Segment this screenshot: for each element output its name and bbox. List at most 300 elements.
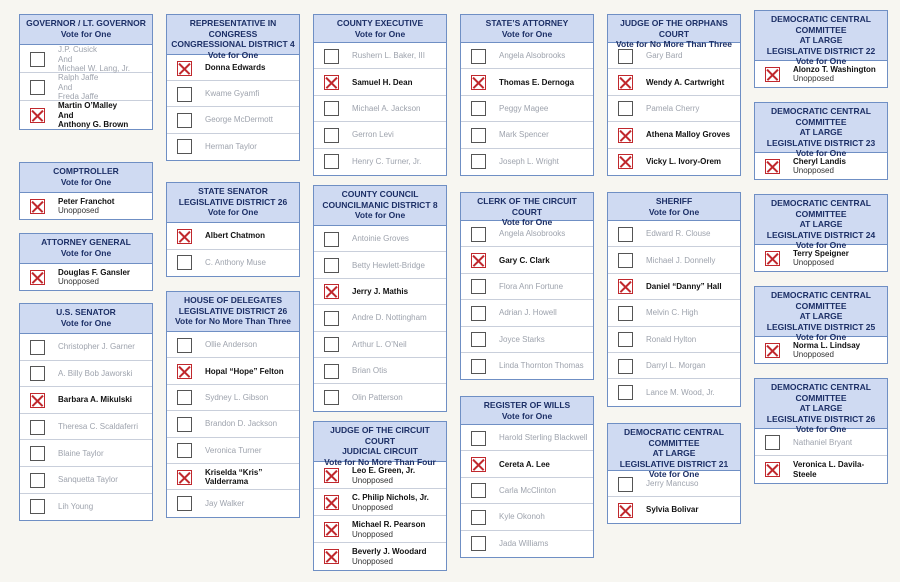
vote-checkbox[interactable] (471, 49, 486, 64)
race-title: REGISTER OF WILLS (483, 400, 571, 410)
candidate-name (58, 502, 148, 512)
candidate-name (352, 261, 442, 271)
candidate-name (646, 157, 736, 167)
candidate-row[interactable] (461, 504, 593, 530)
candidate-name (352, 157, 442, 167)
race-box (607, 14, 741, 176)
vote-checkbox[interactable] (30, 80, 45, 95)
marked-checkbox[interactable] (324, 495, 339, 510)
vote-checkbox[interactable] (324, 128, 339, 143)
race-instruction: Vote for One (354, 210, 406, 220)
race-instruction: Vote for One (501, 217, 553, 227)
race-instruction: Vote for One (207, 49, 259, 60)
marked-checkbox[interactable] (618, 154, 633, 169)
unopposed-note: Unopposed (352, 556, 393, 566)
candidate-name-text: Joseph L. Wright (499, 156, 559, 166)
candidate-row[interactable] (20, 45, 152, 73)
race-title: DEMOCRATIC CENTRAL COMMITTEE AT LARGE LEGISLATIVE DISTRICT 23 (766, 106, 876, 148)
vote-checkbox[interactable] (324, 390, 339, 405)
candidate-name-text: Carla McClinton (499, 485, 556, 495)
vote-checkbox[interactable] (324, 311, 339, 326)
candidate-name (205, 340, 295, 350)
unopposed-note: Unopposed (793, 74, 834, 83)
candidate-row[interactable] (608, 96, 740, 122)
candidate-name-text: Henry C. Turner, Jr. (352, 156, 422, 166)
vote-checkbox[interactable] (177, 113, 192, 128)
candidate-row[interactable] (461, 425, 593, 451)
candidate-row[interactable] (314, 252, 446, 278)
candidate-name (205, 63, 295, 73)
vote-checkbox[interactable] (324, 49, 339, 64)
vote-checkbox[interactable] (618, 385, 633, 400)
race-title: HOUSE OF DELEGATES LEGISLATIVE DISTRICT 26 (178, 295, 288, 316)
candidate-name-text: Blaine Taylor (58, 448, 104, 458)
candidate-row[interactable] (755, 456, 887, 483)
vote-checkbox[interactable] (471, 279, 486, 294)
candidate-name (205, 393, 295, 403)
marked-checkbox[interactable] (618, 503, 633, 518)
candidate-name (205, 142, 295, 152)
candidate-row[interactable] (20, 414, 152, 441)
candidate-name (205, 468, 295, 487)
candidate-name (499, 308, 589, 318)
vote-checkbox[interactable] (471, 536, 486, 551)
candidate-row[interactable] (461, 122, 593, 148)
vote-checkbox[interactable] (324, 101, 339, 116)
race-header (461, 397, 593, 425)
vote-checkbox[interactable] (618, 49, 633, 64)
vote-checkbox[interactable] (618, 101, 633, 116)
candidate-row[interactable] (167, 223, 299, 250)
candidate-name-text: Mark Spencer (499, 130, 549, 140)
vote-checkbox[interactable] (177, 417, 192, 432)
candidate-row[interactable] (314, 279, 446, 305)
candidate-row[interactable] (167, 438, 299, 464)
vote-checkbox[interactable] (177, 139, 192, 154)
candidate-name-text: Andre D. Nottingham (352, 313, 427, 323)
vote-checkbox[interactable] (618, 306, 633, 321)
candidate-row[interactable] (20, 440, 152, 467)
candidate-name-text: J.P. Cusick And Michael W. Lang, Jr. (58, 45, 131, 73)
candidate-name-text: Melvin C. High (646, 308, 699, 318)
vote-checkbox[interactable] (324, 154, 339, 169)
candidate-row[interactable] (167, 464, 299, 490)
marked-checkbox[interactable] (765, 251, 780, 266)
vote-checkbox[interactable] (471, 359, 486, 374)
candidate-name-text: Leo E. Green, Jr. (352, 466, 416, 475)
unopposed-note: Unopposed (352, 502, 393, 512)
candidate-name (58, 395, 148, 405)
candidate-name (352, 366, 442, 376)
candidate-name-text: Jerry J. Mathis (352, 286, 409, 296)
marked-checkbox[interactable] (471, 75, 486, 90)
candidate-row[interactable] (461, 300, 593, 326)
candidate-name-text: Wendy A. Cartwright (646, 77, 725, 87)
vote-checkbox[interactable] (471, 101, 486, 116)
candidate-row[interactable] (314, 332, 446, 358)
race-instruction: Vote for One (795, 240, 847, 250)
candidate-name (352, 104, 442, 114)
race-header (167, 15, 299, 60)
candidate-row[interactable] (755, 429, 887, 456)
candidate-name-text: Beverly J. Woodard (352, 547, 427, 556)
race-instruction: Vote for One (501, 410, 553, 421)
candidate-row[interactable] (314, 149, 446, 175)
vote-checkbox[interactable] (30, 499, 45, 514)
race-instruction: Vote for One (60, 317, 112, 328)
candidate-name-text: Kyle Okonoh (499, 512, 545, 522)
candidate-row[interactable] (608, 497, 740, 523)
candidate-name-text: Linda Thornton Thomas (499, 361, 584, 371)
vote-checkbox[interactable] (324, 232, 339, 247)
candidate-name (646, 256, 736, 266)
candidate-name (499, 335, 589, 345)
candidate-row[interactable] (20, 494, 152, 521)
candidate-name (499, 229, 589, 239)
candidate-name-text: Athena Malloy Groves (646, 130, 731, 140)
candidate-name (646, 308, 736, 318)
candidate-row[interactable] (167, 134, 299, 160)
marked-checkbox[interactable] (324, 75, 339, 90)
vote-checkbox[interactable] (30, 340, 45, 355)
candidate-row[interactable] (608, 327, 740, 353)
unopposed-note: Unopposed (793, 166, 834, 175)
candidate-name-text: Darryl L. Morgan (646, 361, 706, 371)
candidate-row[interactable] (314, 489, 446, 516)
candidate-name-text: George McDermott (205, 115, 274, 125)
candidate-row[interactable] (314, 543, 446, 570)
candidate-name (646, 51, 736, 61)
race-title: ATTORNEY GENERAL (41, 237, 131, 247)
candidate-row[interactable] (167, 411, 299, 437)
vote-checkbox[interactable] (618, 253, 633, 268)
candidate-name-text: Pamela Cherry (646, 103, 700, 113)
unopposed-note: Unopposed (793, 350, 834, 359)
candidate-name-text: Terry Speigner (793, 248, 849, 258)
candidate-row[interactable] (20, 73, 152, 101)
race-instruction: Vote for No More Than Three (174, 316, 292, 326)
candidate-name-text: Daniel “Danny” Hall (646, 281, 722, 291)
race-instruction: Vote for No More Than Four (324, 456, 436, 467)
candidate-name (646, 335, 736, 345)
candidate-row[interactable] (608, 353, 740, 379)
candidate-row[interactable] (608, 471, 740, 497)
candidate-name-text: Theresa C. Scaldaferri (58, 422, 139, 432)
marked-checkbox[interactable] (30, 393, 45, 408)
race-box (754, 378, 888, 484)
vote-checkbox[interactable] (324, 258, 339, 273)
candidate-name-text: Lih Young (58, 501, 94, 511)
candidate-row[interactable] (608, 274, 740, 300)
candidate-row[interactable] (461, 451, 593, 477)
race-header (608, 424, 740, 479)
candidate-row[interactable] (20, 264, 152, 290)
candidate-row[interactable] (608, 221, 740, 247)
candidate-name-text: C. Philip Nichols, Jr. (352, 493, 429, 502)
candidate-name-text: Ollie Anderson (205, 340, 258, 350)
race-header (20, 15, 152, 45)
candidate-name (499, 433, 589, 443)
vote-checkbox[interactable] (177, 338, 192, 353)
candidate-name-text: Vicky L. Ivory-Orem (646, 156, 721, 166)
candidate-row[interactable] (167, 250, 299, 277)
candidate-row[interactable] (461, 353, 593, 379)
vote-checkbox[interactable] (324, 364, 339, 379)
marked-checkbox[interactable] (471, 253, 486, 268)
candidate-name-text: Flora Ann Fortune (499, 281, 564, 291)
candidate-row[interactable] (608, 300, 740, 326)
candidate-name-text: Barbara A. Mikulski (58, 395, 132, 405)
race-instruction: Vote for One (795, 332, 847, 342)
vote-checkbox[interactable] (471, 128, 486, 143)
marked-checkbox[interactable] (765, 343, 780, 358)
candidate-row[interactable] (20, 467, 152, 494)
candidate-row[interactable] (461, 96, 593, 122)
unopposed-note: Unopposed (58, 277, 99, 286)
vote-checkbox[interactable] (765, 435, 780, 450)
candidate-row[interactable] (608, 43, 740, 69)
marked-checkbox[interactable] (765, 462, 780, 477)
candidate-name (205, 419, 295, 429)
candidate-name-text: Betty Hewlett-Bridge (352, 260, 425, 270)
candidate-row[interactable] (461, 274, 593, 300)
vote-checkbox[interactable] (177, 496, 192, 511)
race-instruction: Vote for One (60, 28, 112, 39)
marked-checkbox[interactable] (765, 67, 780, 82)
vote-checkbox[interactable] (471, 510, 486, 525)
race-header (608, 193, 740, 221)
marked-checkbox[interactable] (30, 199, 45, 214)
candidate-row[interactable] (167, 358, 299, 384)
race-instruction: Vote for One (60, 176, 112, 187)
race-instruction: Vote for One (501, 28, 553, 39)
candidate-name-text: Martin O’Malley And Anthony G. Brown (58, 101, 129, 129)
race-header (755, 379, 887, 434)
candidate-row[interactable] (167, 55, 299, 81)
candidate-name-text: Douglas F. Gansler (58, 267, 131, 277)
candidate-name (499, 282, 589, 292)
candidate-name-text: Veronica Turner (205, 445, 262, 455)
vote-checkbox[interactable] (618, 332, 633, 347)
candidate-name-text: Sanquetta Taylor (58, 475, 118, 485)
vote-checkbox[interactable] (618, 227, 633, 242)
candidate-row[interactable] (461, 247, 593, 273)
vote-checkbox[interactable] (471, 306, 486, 321)
race-box (754, 286, 888, 364)
marked-checkbox[interactable] (177, 229, 192, 244)
vote-checkbox[interactable] (471, 483, 486, 498)
race-instruction: Vote for One (207, 207, 259, 217)
race-header (755, 195, 887, 250)
candidate-name (646, 229, 736, 239)
candidate-row[interactable] (608, 122, 740, 148)
candidate-name-text: Harold Sterling Blackwell (499, 433, 588, 443)
vote-checkbox[interactable] (177, 443, 192, 458)
race-box (754, 194, 888, 272)
candidate-name-text: Peter Franchot (58, 196, 115, 206)
unopposed-note: Unopposed (352, 475, 393, 485)
race-box (19, 14, 153, 130)
candidate-row[interactable] (608, 247, 740, 273)
marked-checkbox[interactable] (471, 457, 486, 472)
race-title: GOVERNOR / LT. GOVERNOR (26, 18, 146, 28)
vote-checkbox[interactable] (471, 227, 486, 242)
race-instruction: Vote for No More Than Three (615, 39, 733, 49)
candidate-row[interactable] (20, 361, 152, 388)
candidate-row[interactable] (314, 462, 446, 489)
marked-checkbox[interactable] (618, 128, 633, 143)
candidate-row[interactable] (461, 149, 593, 175)
race-instruction: Vote for One (795, 56, 847, 66)
vote-checkbox[interactable] (471, 332, 486, 347)
vote-checkbox[interactable] (471, 431, 486, 446)
marked-checkbox[interactable] (30, 108, 45, 123)
race-box (754, 10, 888, 88)
candidate-name (58, 449, 148, 459)
race-box (19, 233, 153, 291)
candidate-name-text: Sydney L. Gibson (205, 392, 269, 402)
candidate-name (58, 422, 148, 432)
vote-checkbox[interactable] (618, 359, 633, 374)
candidate-name (352, 520, 442, 539)
candidate-row[interactable] (167, 490, 299, 516)
race-title: DEMOCRATIC CENTRAL COMMITTEE AT LARGE LEGISLATIVE DISTRICT 21 (619, 427, 729, 469)
candidate-row[interactable] (314, 305, 446, 331)
vote-checkbox[interactable] (30, 446, 45, 461)
candidate-row[interactable] (461, 43, 593, 69)
candidate-row[interactable] (314, 96, 446, 122)
candidate-name (793, 460, 883, 479)
candidate-row[interactable] (20, 101, 152, 129)
candidate-name-text: Brandon D. Jackson (205, 419, 278, 429)
vote-checkbox[interactable] (30, 420, 45, 435)
marked-checkbox[interactable] (30, 270, 45, 285)
candidate-name (793, 157, 883, 176)
race-title: DEMOCRATIC CENTRAL COMMITTEE AT LARGE LEGISLATIVE DISTRICT 25 (766, 290, 876, 332)
vote-checkbox[interactable] (30, 366, 45, 381)
candidate-row[interactable] (167, 81, 299, 107)
candidate-row[interactable] (461, 221, 593, 247)
candidate-row[interactable] (608, 149, 740, 175)
vote-checkbox[interactable] (177, 255, 192, 270)
candidate-row[interactable] (314, 122, 446, 148)
vote-checkbox[interactable] (30, 473, 45, 488)
candidate-name (58, 101, 148, 130)
candidate-name-text: Kriselda “Kris” Valderrama (205, 467, 263, 487)
candidate-row[interactable] (755, 153, 887, 179)
candidate-row[interactable] (20, 334, 152, 361)
race-header (755, 11, 887, 66)
marked-checkbox[interactable] (177, 364, 192, 379)
marked-checkbox[interactable] (324, 468, 339, 483)
marked-checkbox[interactable] (177, 61, 192, 76)
candidate-row[interactable] (755, 245, 887, 271)
candidate-row[interactable] (755, 337, 887, 363)
marked-checkbox[interactable] (324, 522, 339, 537)
race-title: JUDGE OF THE ORPHANS COURT (620, 18, 728, 39)
candidate-name (352, 78, 442, 88)
race-box (460, 192, 594, 380)
candidate-name (58, 45, 148, 74)
marked-checkbox[interactable] (765, 159, 780, 174)
candidate-row[interactable] (314, 384, 446, 410)
candidate-name-text: Norma L. Lindsay (793, 340, 861, 350)
vote-checkbox[interactable] (324, 337, 339, 352)
race-instruction: Vote for One (354, 28, 406, 39)
candidate-name-text: Antoinie Groves (352, 234, 409, 244)
candidate-row[interactable] (608, 69, 740, 95)
unopposed-note: Unopposed (352, 529, 393, 539)
race-header (314, 422, 446, 467)
candidate-name-text: Sylvia Bolivar (646, 505, 699, 514)
candidate-name (58, 73, 148, 102)
candidate-row[interactable] (20, 387, 152, 414)
race-header (755, 103, 887, 158)
candidate-row[interactable] (167, 107, 299, 133)
candidate-name (58, 342, 148, 352)
marked-checkbox[interactable] (324, 549, 339, 564)
marked-checkbox[interactable] (618, 75, 633, 90)
candidate-name (352, 393, 442, 403)
vote-checkbox[interactable] (618, 477, 633, 492)
candidate-row[interactable] (20, 193, 152, 219)
candidate-row[interactable] (314, 516, 446, 543)
vote-checkbox[interactable] (177, 390, 192, 405)
vote-checkbox[interactable] (177, 87, 192, 102)
marked-checkbox[interactable] (618, 279, 633, 294)
candidate-row[interactable] (461, 531, 593, 557)
race-instruction: Vote for One (795, 424, 847, 434)
race-box (313, 14, 447, 176)
race-title: SHERIFF (655, 196, 693, 206)
race-header (608, 15, 740, 49)
candidate-name (646, 130, 736, 140)
candidate-name (646, 505, 736, 515)
candidate-name-text: Michael A. Jackson (352, 103, 421, 113)
candidate-name-text: Lance M. Wood, Jr. (646, 387, 715, 397)
candidate-row[interactable] (314, 226, 446, 252)
candidate-row[interactable] (314, 358, 446, 384)
candidate-name (205, 446, 295, 456)
candidate-row[interactable] (167, 385, 299, 411)
candidate-name (499, 157, 589, 167)
candidate-row[interactable] (461, 69, 593, 95)
candidate-name (352, 547, 442, 566)
candidate-name-text: Joyce Starks (499, 334, 545, 344)
candidate-row[interactable] (755, 61, 887, 87)
candidate-row[interactable] (314, 43, 446, 69)
candidate-name-text: Nathaniel Bryant (793, 437, 853, 447)
candidate-name (205, 499, 295, 509)
candidate-row[interactable] (167, 332, 299, 358)
race-title: COMPTROLLER (53, 166, 119, 176)
candidate-name (58, 475, 148, 485)
vote-checkbox[interactable] (471, 154, 486, 169)
marked-checkbox[interactable] (177, 470, 192, 485)
candidate-row[interactable] (461, 478, 593, 504)
candidate-name (352, 340, 442, 350)
candidate-name-text: Ralph Jaffe And Freda Jaffe (58, 73, 99, 101)
candidate-row[interactable] (314, 69, 446, 95)
candidate-row[interactable] (608, 379, 740, 405)
candidate-name (205, 115, 295, 125)
marked-checkbox[interactable] (324, 284, 339, 299)
race-instruction: Vote for One (60, 247, 112, 258)
candidate-row[interactable] (461, 327, 593, 353)
candidate-name-text: Ronald Hylton (646, 334, 697, 344)
vote-checkbox[interactable] (30, 52, 45, 67)
candidate-name (499, 460, 589, 470)
